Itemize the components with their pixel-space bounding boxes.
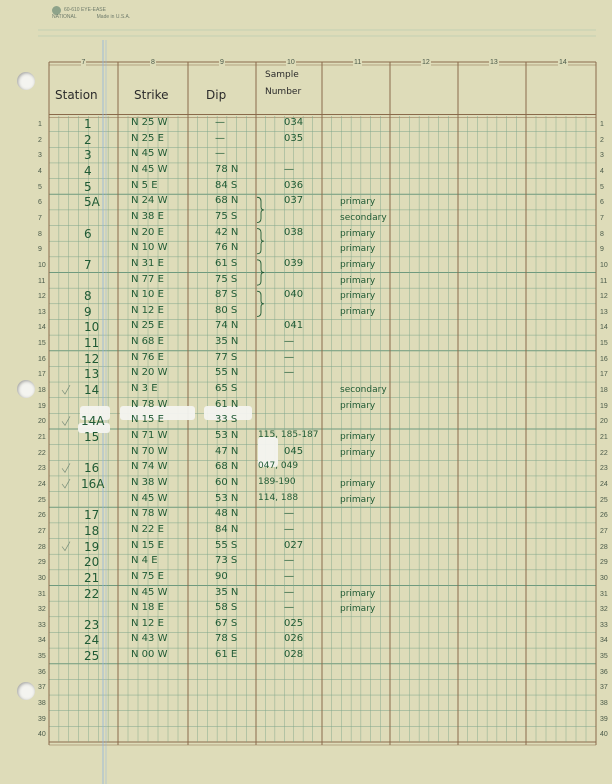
- row-number-left: 3: [38, 152, 42, 160]
- dip-cell: 35 N: [215, 586, 239, 598]
- row-number-left: 5: [38, 183, 42, 191]
- row-number-right: 4: [600, 167, 604, 175]
- dip-cell: 74 N: [215, 320, 239, 332]
- strike-cell: N 45 W: [131, 492, 168, 504]
- row-number-left: 13: [38, 308, 46, 316]
- row-number-right: 12: [600, 293, 608, 301]
- row-number-right: 37: [600, 684, 608, 692]
- dip-cell: 61 S: [215, 257, 238, 269]
- row-number-right: 34: [600, 637, 608, 645]
- station-cell: 14A: [81, 414, 105, 429]
- sample-cell: 027: [284, 539, 304, 551]
- note-cell: secondary: [340, 212, 387, 223]
- row-number-right: 14: [600, 324, 608, 332]
- station-cell: 10: [84, 320, 100, 335]
- note-cell: secondary: [340, 385, 387, 396]
- station-cell: 5: [84, 179, 92, 194]
- dip-cell: 55 N: [215, 367, 239, 379]
- row-number-left: 26: [38, 512, 46, 520]
- row-number-right: 3: [600, 152, 604, 160]
- station-cell: 18: [84, 523, 100, 538]
- strike-cell: N 25 E: [131, 132, 164, 144]
- row-number-left: 40: [38, 731, 46, 739]
- row-number-right: 23: [600, 465, 608, 473]
- strike-cell: N 24 W: [131, 195, 168, 207]
- row-number-right: 10: [600, 261, 608, 269]
- station-cell: 23: [84, 617, 100, 632]
- row-number-left: 21: [38, 434, 46, 441]
- dip-cell: 73 S: [215, 555, 238, 567]
- station-cell: 12: [84, 351, 100, 366]
- row-number-right: 5: [600, 183, 604, 191]
- station-cell: 15: [84, 430, 100, 444]
- column-number: 8: [151, 59, 155, 66]
- strike-cell: N 20 E: [131, 226, 164, 238]
- sample-cell: —: [284, 586, 294, 598]
- column-number: 10: [287, 59, 295, 66]
- station-cell: 2: [84, 132, 92, 147]
- row-number-right: 11: [600, 277, 608, 285]
- row-number-right: 8: [600, 230, 604, 238]
- sample-cell: —: [284, 367, 294, 379]
- row-number-right: 36: [600, 668, 608, 676]
- strike-cell: N 71 W: [131, 430, 168, 441]
- row-number-right: 32: [600, 606, 608, 614]
- station-cell: 4: [84, 163, 92, 178]
- strike-cell: N 00 W: [131, 649, 168, 661]
- strike-cell: N 68 E: [131, 336, 164, 348]
- row-number-right: 40: [600, 731, 608, 739]
- station-cell: 14: [84, 383, 100, 398]
- row-number-left: 28: [38, 543, 46, 551]
- row-number-right: 2: [600, 136, 604, 144]
- row-number-left: 17: [38, 371, 46, 379]
- dip-cell: 48 N: [215, 508, 239, 520]
- row-number-right: 19: [600, 402, 608, 410]
- strike-cell: N 75 E: [131, 570, 164, 582]
- sample-cell: 038: [284, 226, 304, 238]
- note-cell: primary: [340, 400, 376, 411]
- row-number-right: 33: [600, 621, 608, 629]
- row-number-right: 15: [600, 340, 608, 348]
- row-number-left: 32: [38, 606, 46, 614]
- sample-cell: —: [284, 570, 294, 582]
- dip-cell: 75 S: [215, 273, 238, 285]
- column-number: 14: [559, 59, 567, 66]
- sample-cell: 039: [284, 257, 304, 269]
- sample-cell: 115, 185-187: [258, 430, 319, 440]
- note-cell: primary: [340, 604, 376, 615]
- row-number-right: 24: [600, 480, 608, 488]
- dip-cell: 78 N: [215, 163, 239, 175]
- strike-cell: N 12 E: [131, 304, 164, 316]
- sample-cell: —: [284, 336, 294, 348]
- brand-sub: Made in U.S.A.: [96, 14, 131, 20]
- note-cell: primary: [340, 275, 376, 286]
- station-cell: 22: [84, 586, 100, 601]
- row-number-right: 25: [600, 496, 608, 504]
- row-number-right: 31: [600, 590, 608, 598]
- column-number: 9: [220, 59, 224, 66]
- sample-cell: 114, 188: [258, 492, 299, 503]
- dip-cell: —: [215, 132, 225, 144]
- row-number-left: 38: [38, 700, 46, 708]
- row-number-left: 22: [38, 449, 46, 457]
- row-number-right: 21: [600, 434, 608, 441]
- strike-cell: N 45 W: [131, 586, 168, 598]
- header-dip: Dip: [206, 88, 227, 102]
- row-number-right: 38: [600, 700, 608, 708]
- dip-cell: 84 S: [215, 179, 238, 191]
- station-cell: 6: [84, 226, 92, 241]
- row-number-left: 1: [38, 121, 42, 128]
- row-number-left: 6: [38, 199, 42, 207]
- strike-cell: N 45 W: [131, 163, 168, 175]
- column-number: 7: [81, 59, 86, 66]
- dip-cell: 67 S: [215, 617, 238, 629]
- sample-cell: 037: [284, 195, 304, 207]
- row-number-right: 6: [600, 199, 604, 207]
- station-cell: 24: [84, 633, 100, 648]
- strike-cell: N 78 W: [131, 508, 168, 520]
- header-station: Station: [55, 88, 98, 102]
- row-number-right: 13: [600, 308, 608, 316]
- strike-cell: N 3 E: [131, 383, 158, 395]
- strike-cell: N 38 E: [131, 210, 164, 222]
- row-number-right: 7: [600, 214, 604, 222]
- station-cell: 19: [84, 539, 100, 554]
- station-cell: 16: [84, 461, 100, 476]
- row-number-left: 18: [38, 387, 46, 395]
- strike-cell: N 77 E: [131, 273, 164, 285]
- dip-cell: 47 N: [215, 445, 239, 457]
- station-cell: 5A: [84, 195, 100, 210]
- column-number: 11: [354, 59, 362, 66]
- strike-cell: N 31 E: [131, 257, 164, 269]
- row-number-left: 15: [38, 340, 46, 348]
- sample-cell: 189-190: [258, 476, 296, 487]
- dip-cell: 61 E: [215, 649, 238, 661]
- row-number-left: 23: [38, 465, 46, 473]
- strike-cell: N 78 W: [131, 398, 168, 410]
- row-number-left: 14: [38, 324, 46, 332]
- dip-cell: 75 S: [215, 210, 238, 222]
- row-number-left: 11: [38, 277, 46, 285]
- strike-cell: N 4 E: [131, 555, 158, 567]
- dip-cell: 80 S: [215, 304, 238, 316]
- station-cell: 11: [84, 336, 100, 351]
- row-number-left: 7: [38, 214, 42, 222]
- note-cell: primary: [340, 306, 376, 317]
- dip-cell: 68 N: [215, 461, 239, 473]
- dip-cell: 78 S: [215, 633, 238, 645]
- brand-name: NATIONAL: [52, 14, 77, 20]
- strike-cell: N 18 E: [131, 602, 164, 614]
- brand-catalog: 60-610 EYE-EASE: [64, 6, 106, 13]
- strike-cell: N 25 W: [131, 117, 168, 128]
- note-cell: primary: [340, 447, 376, 458]
- column-number: 12: [422, 59, 430, 66]
- dip-cell: 77 S: [215, 351, 238, 363]
- row-number-left: 33: [38, 621, 46, 629]
- strike-cell: N 70 W: [131, 445, 168, 457]
- row-number-left: 35: [38, 653, 46, 661]
- punch-hole-top: [17, 72, 35, 90]
- row-number-right: 18: [600, 387, 608, 395]
- row-number-right: 30: [600, 574, 608, 582]
- row-number-right: 26: [600, 512, 608, 520]
- note-cell: primary: [340, 478, 376, 489]
- station-cell: 3: [84, 148, 92, 163]
- row-number-left: 9: [38, 246, 42, 254]
- note-cell: primary: [340, 494, 376, 505]
- sample-cell: 045: [284, 445, 304, 457]
- dip-cell: 68 N: [215, 195, 239, 207]
- sample-cell: 040: [284, 289, 304, 301]
- dip-cell: 58 S: [215, 602, 238, 614]
- dip-cell: 61 N: [215, 398, 239, 410]
- row-number-right: 35: [600, 653, 608, 661]
- row-number-left: 27: [38, 527, 46, 535]
- strike-cell: N 12 E: [131, 617, 164, 629]
- row-number-left: 37: [38, 684, 46, 692]
- row-number-right: 29: [600, 559, 608, 567]
- row-number-right: 17: [600, 371, 608, 379]
- strike-cell: N 15 E: [131, 414, 164, 426]
- row-number-left: 20: [38, 418, 46, 426]
- station-cell: 7: [84, 257, 92, 272]
- strike-cell: N 25 E: [131, 320, 164, 332]
- dip-cell: 60 N: [215, 476, 239, 488]
- row-number-right: 20: [600, 418, 608, 426]
- note-cell: primary: [340, 291, 376, 302]
- dip-cell: —: [215, 148, 225, 160]
- sample-cell: 025: [284, 617, 304, 629]
- dip-cell: 55 S: [215, 539, 238, 551]
- row-number-left: 8: [38, 230, 42, 238]
- station-cell: 9: [84, 304, 92, 319]
- row-number-left: 19: [38, 402, 46, 410]
- row-number-right: 27: [600, 527, 608, 535]
- strike-cell: N 10 E: [131, 289, 164, 301]
- dip-cell: 42 N: [215, 226, 239, 238]
- station-cell: 1: [84, 117, 92, 131]
- row-number-left: 16: [38, 355, 46, 363]
- dip-cell: 35 N: [215, 336, 239, 348]
- sample-cell: 036: [284, 179, 304, 191]
- note-cell: primary: [340, 432, 376, 442]
- station-cell: 21: [84, 570, 100, 585]
- dip-cell: 87 S: [215, 289, 238, 301]
- note-cell: primary: [340, 244, 376, 255]
- row-number-left: 24: [38, 480, 46, 488]
- sample-cell: —: [284, 508, 294, 520]
- row-number-left: 10: [38, 261, 46, 269]
- row-number-left: 4: [38, 167, 42, 175]
- station-cell: 17: [84, 508, 100, 523]
- dip-cell: 76 N: [215, 242, 239, 254]
- note-cell: primary: [340, 197, 376, 208]
- station-cell: 16A: [81, 476, 105, 491]
- row-number-left: 34: [38, 637, 46, 645]
- sample-cell: —: [284, 602, 294, 614]
- sample-cell: —: [284, 555, 294, 567]
- strike-cell: N 38 W: [131, 476, 168, 488]
- sample-cell: 034: [284, 117, 304, 128]
- punch-hole-bottom: [17, 682, 35, 700]
- row-number-right: 16: [600, 355, 608, 363]
- dip-cell: 84 N: [215, 523, 239, 535]
- row-number-right: 22: [600, 449, 608, 457]
- sample-cell: 041: [284, 320, 304, 332]
- note-cell: primary: [340, 228, 376, 239]
- row-number-right: 39: [600, 715, 608, 723]
- header-sample: Sample: [265, 70, 299, 80]
- row-number-left: 36: [38, 668, 46, 676]
- header-strike: Strike: [134, 88, 169, 102]
- row-number-left: 29: [38, 559, 46, 567]
- sample-cell: 028: [284, 649, 304, 661]
- strike-cell: N 15 E: [131, 539, 164, 551]
- station-cell: 20: [84, 555, 100, 570]
- dip-cell: 53 N: [215, 430, 239, 441]
- row-number-right: 1: [600, 121, 604, 128]
- dip-cell: 53 N: [215, 492, 239, 504]
- dip-cell: 33 S: [215, 414, 238, 426]
- sample-cell: —: [284, 351, 294, 363]
- station-cell: 8: [84, 289, 92, 304]
- strike-cell: N 43 W: [131, 633, 168, 645]
- dip-cell: 65 S: [215, 383, 238, 395]
- row-number-left: 31: [38, 590, 46, 598]
- column-number: 13: [490, 59, 498, 66]
- sample-cell: —: [284, 523, 294, 535]
- strike-cell: N 45 W: [131, 148, 168, 160]
- sample-cell: 026: [284, 633, 304, 645]
- strike-cell: N 22 E: [131, 523, 164, 535]
- brand-logo: [52, 6, 130, 21]
- punch-hole-middle: [17, 380, 35, 398]
- row-number-right: 9: [600, 246, 604, 254]
- dip-cell: —: [215, 117, 225, 128]
- row-number-left: 2: [38, 136, 42, 144]
- strike-cell: N 5 E: [131, 179, 158, 191]
- note-cell: primary: [340, 259, 376, 270]
- sample-cell: 047, 049: [258, 461, 299, 472]
- station-cell: 25: [84, 649, 100, 664]
- strike-cell: N 10 W: [131, 242, 168, 254]
- sample-cell: —: [284, 163, 294, 175]
- strike-cell: N 76 E: [131, 351, 164, 363]
- header-number: Number: [265, 87, 302, 97]
- station-cell: 13: [84, 367, 100, 382]
- row-number-right: 28: [600, 543, 608, 551]
- row-number-left: 25: [38, 496, 46, 504]
- note-cell: primary: [340, 588, 376, 599]
- row-number-left: 12: [38, 293, 46, 301]
- strike-cell: N 20 W: [131, 367, 168, 379]
- strike-cell: N 74 W: [131, 461, 168, 473]
- sample-cell: 035: [284, 132, 304, 144]
- row-number-left: 39: [38, 715, 46, 723]
- row-number-left: 30: [38, 574, 46, 582]
- dip-cell: 90: [215, 570, 228, 582]
